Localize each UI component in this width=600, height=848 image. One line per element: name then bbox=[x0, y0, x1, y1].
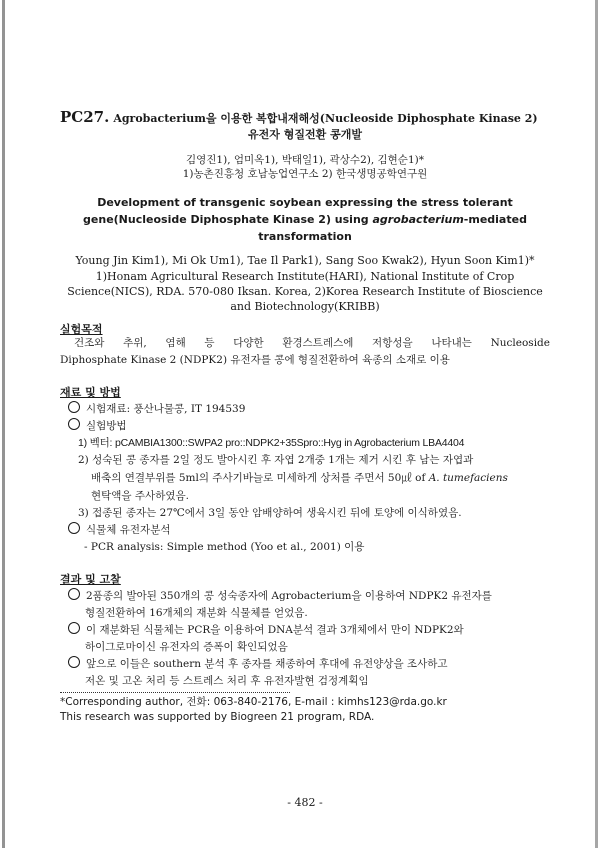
purpose-line1: 건조와 추위, 염해 등 다양한 환경스트레스에 저항성을 나타내는 Nucleoside bbox=[74, 337, 550, 349]
english-title-line3: transformation bbox=[258, 230, 352, 243]
methods-material bbox=[68, 401, 245, 416]
methods-method bbox=[68, 418, 127, 433]
methods-analysis-text: 식물체 유전자분석 bbox=[86, 524, 171, 536]
purpose-heading: 실험목적 bbox=[60, 323, 103, 336]
scan-edge-right bbox=[595, 0, 598, 848]
english-affiliation-line3: and Biotechnology(KRIBB) bbox=[230, 300, 380, 313]
korean-title-line1: Agrobacterium을 이용한 복합내재해성(Nucleoside Diphosphate Kinase 2) bbox=[113, 112, 538, 125]
english-affiliation-line1: 1)Honam Agricultural Research Institute(HARI), National Institute of Crop bbox=[95, 270, 515, 283]
methods-step2-line3: 현탁액을 주사하였음. bbox=[91, 490, 189, 502]
methods-step2-italic: A. tumefaciens bbox=[428, 472, 508, 484]
methods-step1: 1) 벡터: pCAMBIA1300::SWPA2 pro::NDPK2+35Spro::Hyg in Agrobacterium LBA4404 bbox=[78, 437, 465, 449]
korean-title-line2: 유전자 형질전환 콩개발 bbox=[248, 128, 362, 141]
english-title-line2-text: gene(Nucleoside Diphosphate Kinase 2) using bbox=[83, 213, 373, 226]
english-title-line2-end: -mediated bbox=[463, 213, 527, 226]
korean-authors: 김영진1), 엄미옥1), 박태일1), 곽상수2), 김현순1)* bbox=[186, 154, 424, 166]
corresponding-author-note: *Corresponding author, 전화: 063-840-2176, E-mail : kimhs123@rda.go.kr bbox=[60, 696, 447, 708]
abstract-code: PC27. bbox=[60, 108, 110, 126]
results-item2-line2: 하이그로마이신 유전자의 증폭이 확인되었음 bbox=[85, 641, 288, 653]
methods-method-text: 실험방법 bbox=[86, 420, 127, 432]
english-title-italic: agrobacterium bbox=[372, 213, 464, 226]
korean-affiliation: 1)농촌진흥청 호남농업연구소 2) 한국생명공학연구원 bbox=[182, 168, 428, 180]
results-item1-line1 bbox=[68, 588, 492, 603]
results-item2-text: 이 재분화된 식물체는 PCR을 이용하여 DNA분석 결과 3개체에서 만이 NDPK2와 bbox=[86, 624, 464, 636]
english-affiliation-line2: Science(NICS), RDA. 570-080 Iksan. Korea, 2)Korea Research Institute of Bioscience bbox=[67, 285, 543, 298]
methods-material-text: 시험재료: 풍산나물콩, IT 194539 bbox=[86, 403, 246, 415]
scan-edge-left bbox=[2, 0, 5, 848]
results-heading: 결과 및 고찰 bbox=[60, 573, 121, 586]
results-item3-text: 앞으로 이들은 southern 분석 후 종자를 채종하여 후대에 유전양상을 조사하고 bbox=[86, 658, 448, 670]
methods-step2-line2-text: 배축의 연결부위를 5ml의 주사기바늘로 미세하게 상처를 주면서 50㎕ of bbox=[91, 472, 429, 484]
funding-note: This research was supported by Biogreen 21 program, RDA. bbox=[60, 711, 375, 723]
page-number: - 482 - bbox=[287, 796, 323, 809]
methods-step2-line2 bbox=[91, 470, 508, 485]
purpose-line2: Diphosphate Kinase 2 (NDPK2) 유전자를 콩에 형질전환하여 육종의 소재로 이용 bbox=[60, 354, 450, 366]
circle-bullet-icon bbox=[68, 588, 80, 600]
footnote-divider bbox=[60, 692, 290, 693]
circle-bullet-icon bbox=[68, 401, 80, 413]
results-item3-line2: 저온 및 고온 처리 등 스트레스 처리 후 유전자발현 검정계획임 bbox=[85, 675, 369, 687]
methods-analysis bbox=[68, 522, 170, 537]
results-item1-text: 2품종의 발아된 350개의 콩 성숙종자에 Agrobacterium을 이용하여 NDPK2 유전자를 bbox=[86, 590, 492, 602]
methods-step2-line1: 2) 성숙된 콩 종자를 2일 정도 발아시킨 후 자엽 2개중 1개는 제거 시킨 후 남는 자엽과 bbox=[78, 454, 474, 466]
english-affiliation bbox=[65, 269, 545, 314]
results-item1-line2: 형질전환하여 16개체의 재분화 식물체를 얻었음. bbox=[85, 607, 308, 619]
methods-pcr: - PCR analysis: Simple method (Yoo et al., 2001) 이용 bbox=[84, 541, 365, 553]
korean-title bbox=[60, 107, 550, 126]
english-title bbox=[70, 194, 540, 245]
results-item3-line1 bbox=[68, 656, 448, 671]
results-item2-line1 bbox=[68, 622, 464, 637]
english-title-line2 bbox=[70, 211, 540, 228]
circle-bullet-icon bbox=[68, 656, 80, 668]
circle-bullet-icon bbox=[68, 418, 80, 430]
circle-bullet-icon bbox=[68, 622, 80, 634]
english-authors: Young Jin Kim1), Mi Ok Um1), Tae Il Park1), Sang Soo Kwak2), Hyun Soon Kim1)* bbox=[75, 254, 535, 267]
circle-bullet-icon bbox=[68, 522, 80, 534]
english-title-line1: Development of transgenic soybean expressing the stress tolerant bbox=[97, 196, 513, 209]
methods-heading: 재료 및 방법 bbox=[60, 386, 121, 399]
methods-step3: 3) 접종된 종자는 27℃에서 3일 동안 암배양하여 생육시킨 뒤에 토양에 이식하였음. bbox=[78, 507, 462, 519]
